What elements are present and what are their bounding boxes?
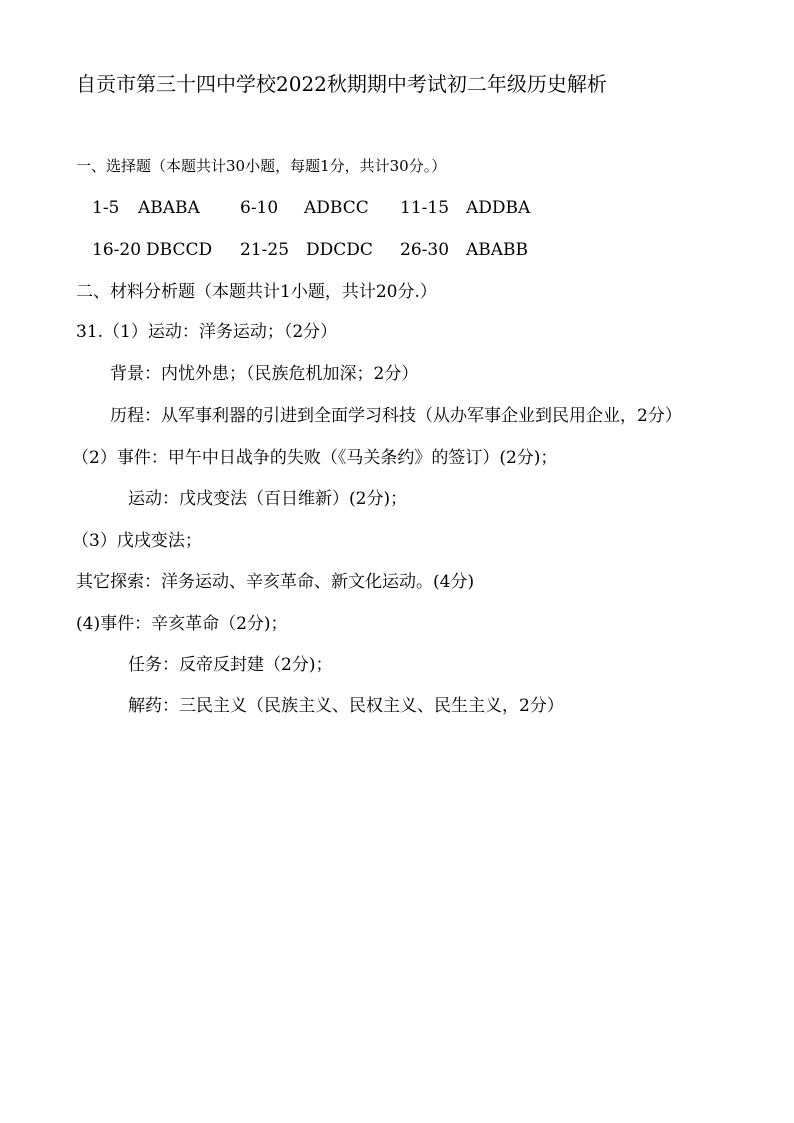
answer-letters: ADBCC — [304, 198, 369, 218]
q31-part3-answer: （3）戊戌变法； — [72, 531, 202, 551]
answer-row-1 — [92, 198, 712, 218]
answer-letters: DDCDC — [306, 240, 373, 260]
answer-range: 6-10 — [240, 198, 279, 218]
section1-heading: 一、选择题（本题共计30小题，每题1分，共计30分。） — [76, 157, 447, 175]
q31-part2-event: （2）事件：甲午中日战争的失败（《马关条约》的签订）(2分)； — [72, 448, 558, 468]
answer-range: 26-30 — [400, 240, 450, 260]
section2-heading: 二、材料分析题（本题共计1小题，共计20分.） — [76, 282, 437, 302]
answer-letters: ABABB — [466, 240, 529, 260]
answer-range: 21-25 — [240, 240, 290, 260]
document-title: 自贡市第三十四中学校2022秋期期中考试初二年级历史解析 — [76, 72, 607, 96]
q31-part1-movement: 31.（1）运动：洋务运动；（2分） — [76, 322, 338, 342]
answer-range: 11-15 — [400, 198, 450, 218]
q31-part1-process: 历程：从军事利器的引进到全面学习科技（从办军事企业到民用企业，2分） — [110, 406, 682, 426]
q31-part4-event: (4)事件：辛亥革命（2分)； — [76, 614, 288, 634]
answer-range: 16-20 — [92, 240, 142, 260]
answer-range: 1-5 — [92, 198, 120, 218]
q31-part4-task: 任务：反帝反封建（2分)； — [128, 655, 333, 675]
answer-letters: DBCCD — [146, 240, 213, 260]
q31-part3-other-explorations: 其它探索：洋务运动、辛亥革命、新文化运动。(4分) — [76, 572, 475, 592]
q31-part4-remedy: 解药：三民主义（民族主义、民权主义、民生主义，2分） — [128, 696, 564, 716]
answer-row-2 — [92, 240, 712, 260]
answer-letters: ADDBA — [466, 198, 531, 218]
q31-part2-movement: 运动：戊戌变法（百日维新）(2分)； — [128, 489, 408, 509]
answer-letters: ABABA — [138, 198, 200, 218]
q31-part1-background: 背景：内忧外患；（民族危机加深；2分） — [110, 364, 419, 384]
